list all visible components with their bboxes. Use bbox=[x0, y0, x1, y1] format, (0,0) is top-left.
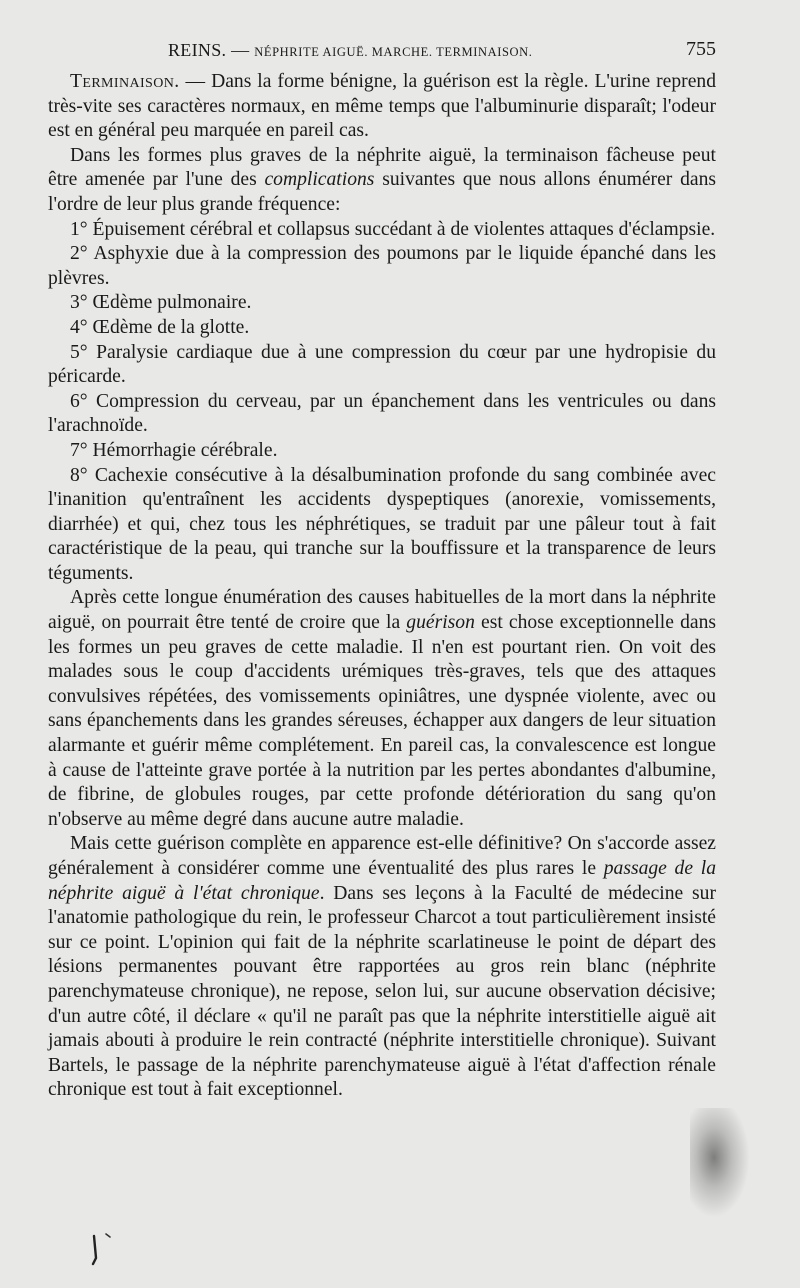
running-title-main: REINS. — bbox=[168, 40, 255, 60]
paragraph-text: Mais cette guérison complète en apparence est-elle définitive? On s'accorde assez généralement à considérer comme une éventualité des plus rares le bbox=[48, 833, 716, 879]
paragraph-formes-graves bbox=[48, 144, 716, 218]
ink-mark-icon bbox=[86, 1228, 126, 1268]
list-item: 2° Asphyxie due à la compression des poumons par le liquide épanché dans les plèvres. bbox=[48, 243, 716, 289]
ink-stain bbox=[690, 1108, 750, 1218]
paragraph-text: — Dans la forme bénigne, la guérison est la règle. L'urine reprend très-vite ses caractères normaux, en même temps que l'albuminurie disparaît; l'odeur est en général peu marquée en pareil cas. bbox=[48, 71, 716, 142]
paragraph-text: . Dans ses leçons à la Faculté de médecine sur l'anatomie pathologique du rein, le professeur Charcot a tout particulièrement insisté sur ce point. L'opinion qui fait de la néphrite scarlatineuse le point de départ des lésions permanentes pouvant être rapportées au gros rein blanc (néphrite parenchymateuse chronique), ne repose, selon lui, sur aucune observation décisive; d'un autre côté, il déclare « qu'il ne paraît pas que la néphrite interstitielle aiguë ait jamais abouti à produire le rein contracté (néphrite interstitielle chronique). Suivant Bartels, le passage de la néphrite parenchymateuse aiguë à l'état d'affection rénale chronique est tout à fait exceptionnel. bbox=[48, 882, 716, 1101]
list-item: 1° Épuisement cérébral et collapsus succédant à de violentes attaques d'éclampsie. bbox=[70, 218, 716, 240]
running-header bbox=[48, 36, 716, 66]
paragraph-text: est chose exceptionnelle dans les formes un peu graves de cette maladie. Il n'en est pourtant rien. On voit des malades sous le coup d'accidents urémiques très-graves, tels que des attaques convulsives répétées, des vomissements opiniâtres, une dyspnée violente, avec ou sans épanchements dans les grandes séreuses, échapper aux dangers de leur situation alarmante et guérir même complétement. En pareil cas, la convalescence est longue à cause de l'atteinte grave portée à la nutrition par les pertes abondantes d'albumine, de fibrine, de globules rouges, par cette profonde détérioration du sang qu'on n'observe au même degré dans aucune autre maladie. bbox=[48, 612, 716, 830]
running-title bbox=[168, 40, 533, 61]
paragraph-text: Après cette longue énumération des causes habituelles de la mort dans la néphrite aiguë, on pourrait être tenté de croire que la bbox=[48, 587, 716, 634]
italic-term: complications bbox=[264, 169, 375, 191]
page-number: 755 bbox=[686, 38, 716, 60]
paragraph-text: suivantes que nous allons énumérer dans l'ordre de leur plus grande fréquence: bbox=[48, 169, 716, 215]
list-item: 5° Paralysie cardiaque due à une compression du cœur par une hydropisie du péricarde. bbox=[48, 341, 716, 388]
paragraph-apres bbox=[48, 586, 716, 832]
list-item: 4° Œdème de la glotte. bbox=[70, 316, 250, 338]
running-title-sub: NÉPHRITE AIGUË. MARCHE. TERMINAISON. bbox=[254, 45, 533, 59]
paragraph-mais bbox=[48, 832, 716, 1103]
paragraph-text: Dans les formes plus graves de la néphrite aiguë, la terminaison fâcheuse peut être amenée par l'une des bbox=[48, 144, 716, 191]
list-item: 3° Œdème pulmonaire. bbox=[70, 292, 252, 314]
list-item: 6° Compression du cerveau, par un épanchement dans les ventricules ou dans l'arachnoïde. bbox=[48, 390, 716, 437]
paragraph-terminaison bbox=[48, 70, 716, 144]
list-item: 8° Cachexie consécutive à la désalbumination profonde du sang combinée avec l'inanition qu'entraînent les accidents dyspeptiques (anorexie, vomissements, diarrhée) et qui, chez tous les néphrétiques, se traduit par une pâleur tout à fait caractéristique de la peau, qui tranche sur la bouffissure et la transparence de leurs téguments. bbox=[48, 464, 716, 584]
page-body bbox=[48, 70, 716, 1103]
list-item: 7° Hémorrhagie cérébrale. bbox=[70, 439, 278, 461]
italic-term: passage de la néphrite aiguë à l'état chronique bbox=[48, 858, 716, 904]
section-lead: Terminaison. bbox=[70, 71, 180, 92]
italic-term: guérison bbox=[406, 612, 475, 634]
